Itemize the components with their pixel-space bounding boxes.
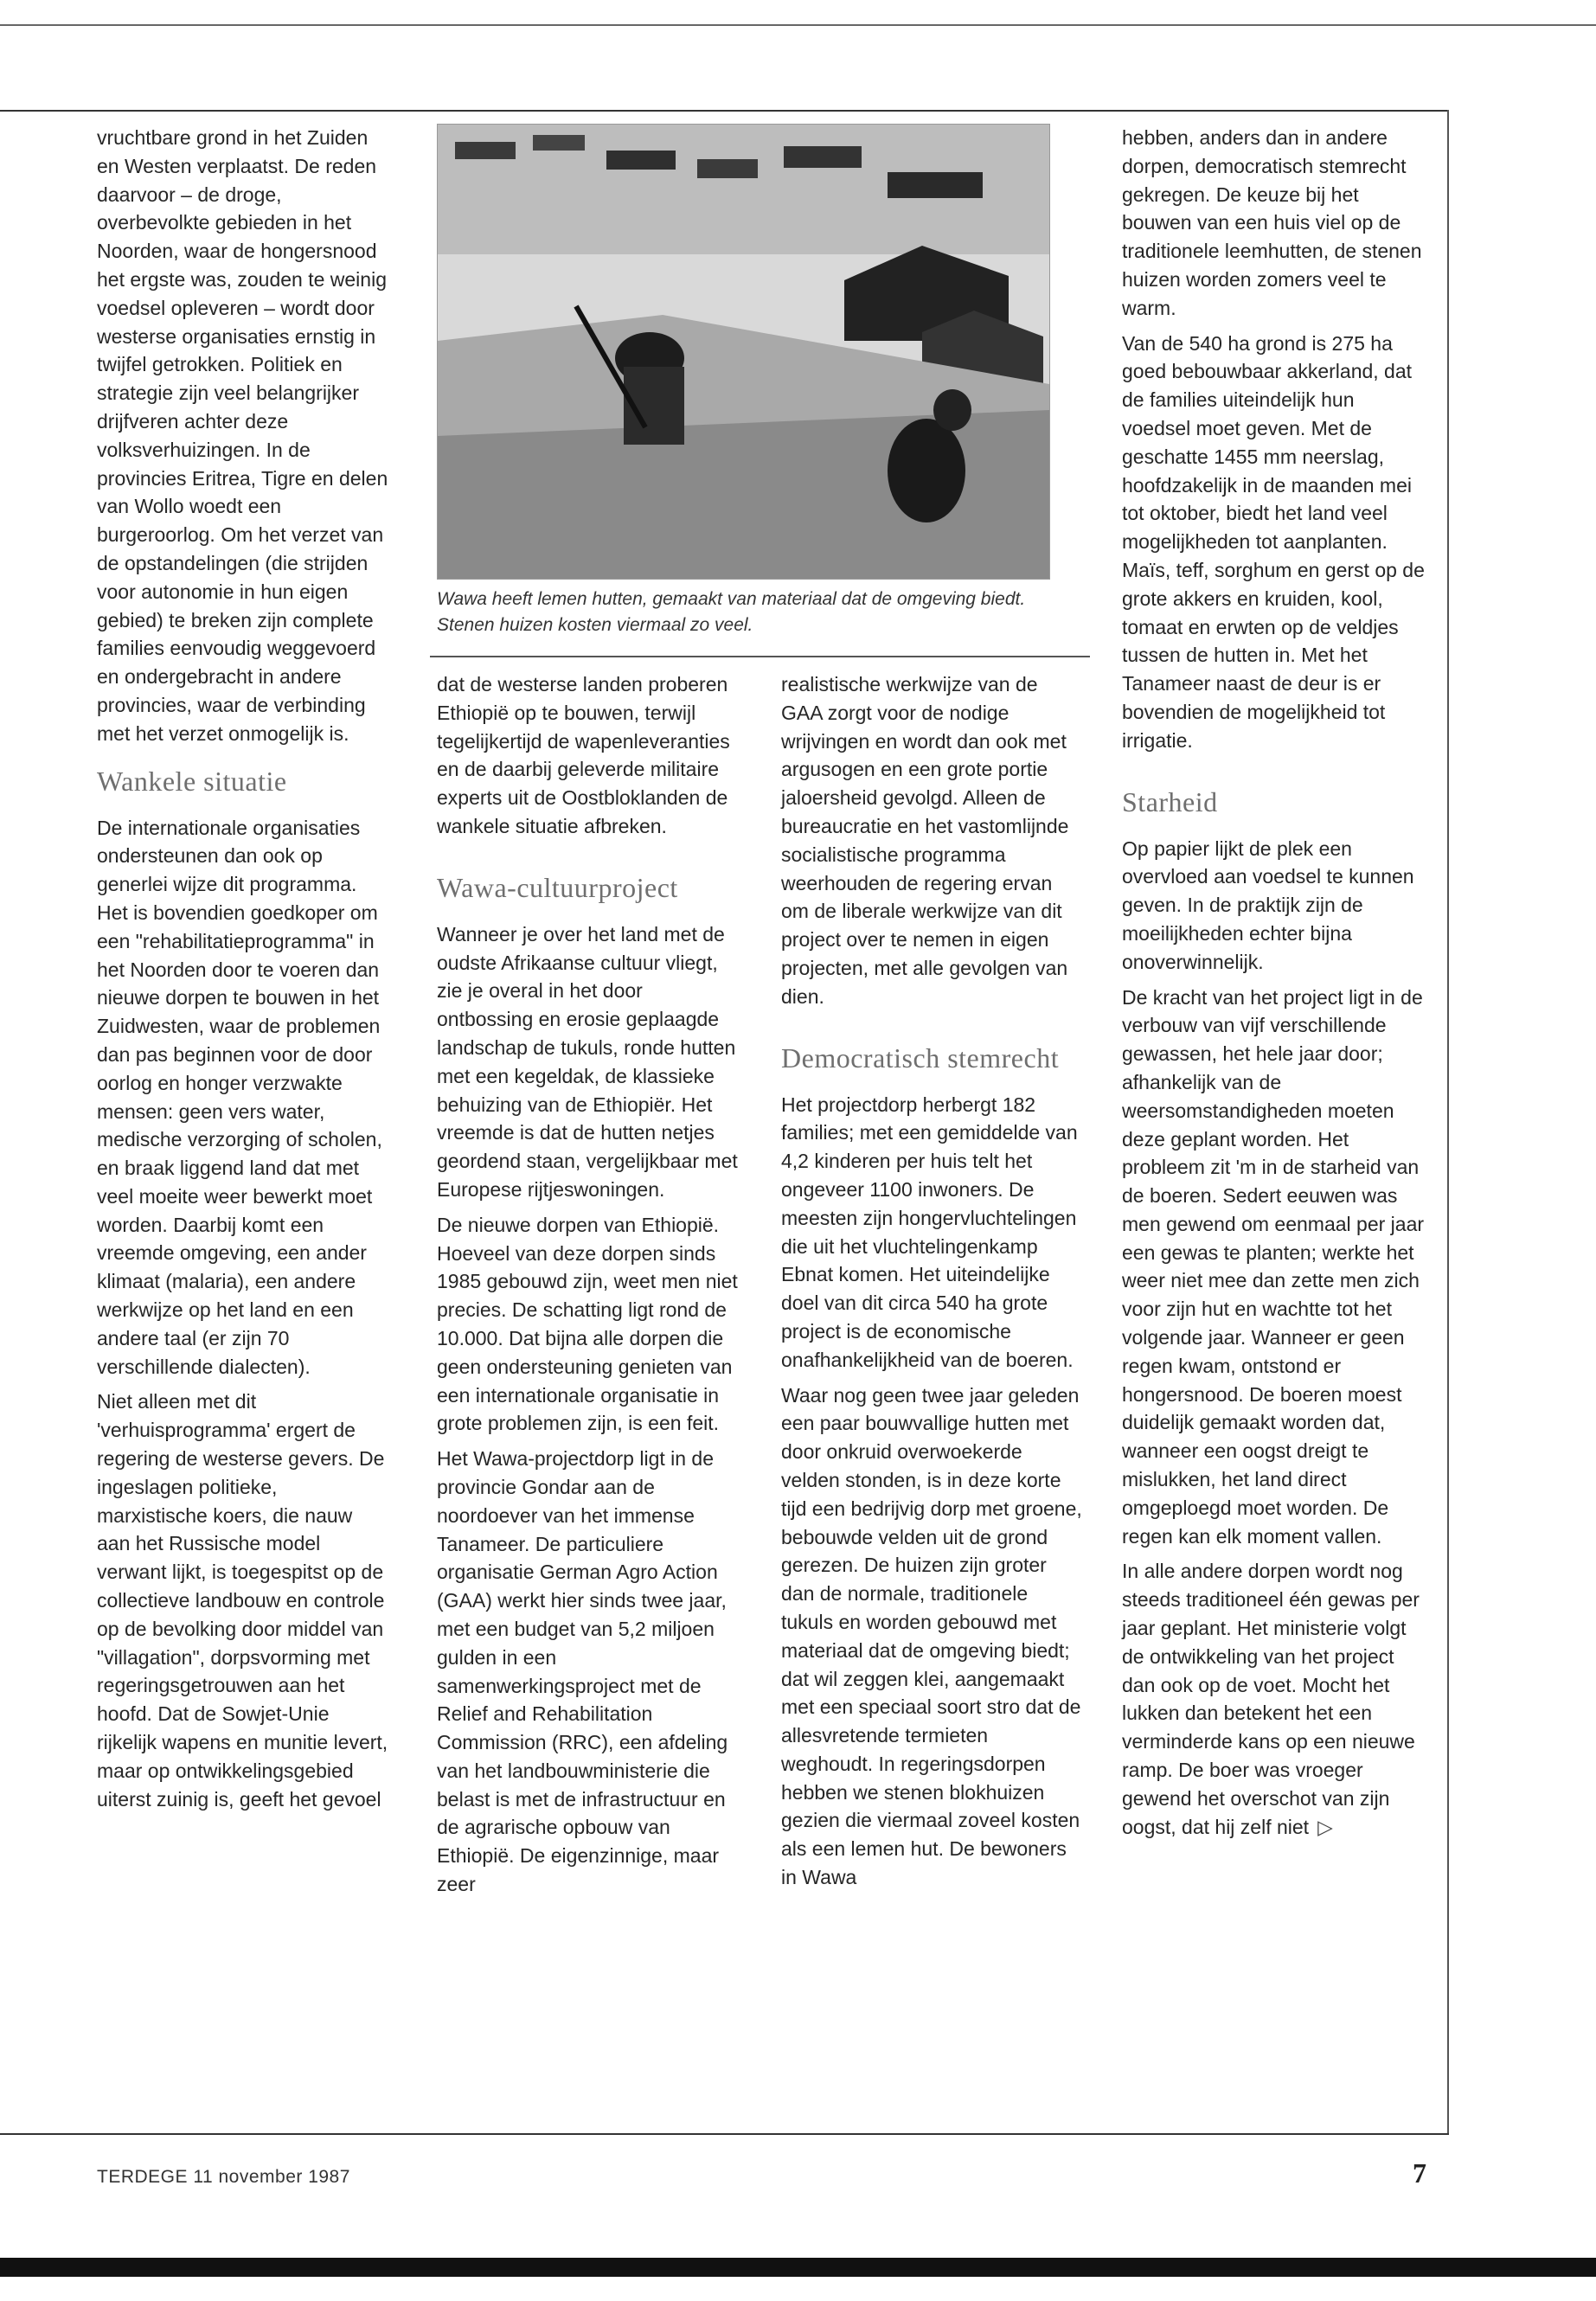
right-vertical-rule xyxy=(1447,110,1449,2134)
section-heading: Starheid xyxy=(1122,785,1218,817)
paragraph: Op papier lijkt de plek een overvloed aan voedsel te kunnen geven. In de praktijk zijn de moeilijkheden echter bijna onoverwinnelijk. xyxy=(1122,836,1414,973)
paragraph: De nieuwe dorpen van Ethiopië. Hoeveel van deze dorpen sinds 1985 gebouwd zijn, weet men niet precies. De schatting ligt rond de 10.000. Dat bijna alle dorpen die geen ondersteuning genieten van een internationale organisatie in grote problemen zijn, is een feit. xyxy=(437,1213,738,1435)
page-number: 7 xyxy=(1413,2157,1426,2189)
footer-rule xyxy=(0,2133,1449,2135)
paragraph: dat de westerse landen proberen Ethiopië op te bouwen, terwijl tegelijkertijd de wapenleveranties en de daarbij geleverde militaire experts uit de Oostbloklanden de wankele situatie afbreken. xyxy=(437,673,730,837)
bottom-black-band xyxy=(0,2258,1596,2277)
magazine-footer: TERDEGE 11 november 1987 xyxy=(97,2167,350,2187)
column-1 xyxy=(97,124,391,1820)
paragraph: realistische werkwijze van de GAA zorgt voor de nodige wrijvingen en wordt dan ook met argusogen en een grote portie jaloersheid gevolgd. Alleen de bureaucratie en het vastomlijnde socialistische programma weerhouden de regering ervan om de liberale werkwijze van dit project over te nemen in eigen projecten, met alle gevolgen van dien. xyxy=(781,673,1069,1008)
paragraph xyxy=(1122,1557,1428,1841)
section-heading: Democratisch stemrecht xyxy=(781,1042,1060,1074)
paragraph: De internationale organisaties ondersteunen dan ook op generlei wijze dit programma. Het is bovendien goedkoper om een "rehabilitatieprogramma" in het Noorden door te voeren dan nieuwe dorpen te bouwen in het Zuidwesten, waar de problemen dan pas beginnen voor de door oorlog en honger verzwakte mensen: geen vers water, medische verzorging of scholen, en braak liggend land dat met veel moeite weer bewerkt moet worden. Daarbij komt een vreemde omgeving, een ander klimaat (malaria), een andere werkwijze op het land en een andere taal (er zijn 70 verschillende dialecten). xyxy=(97,816,382,1378)
header-rule xyxy=(0,110,1449,112)
paragraph-text: In alle andere dorpen wordt nog steeds traditioneel één gewas per jaar geplant. Het ministerie volgt de ontwikkeling van het project dan ook op de voet. Mocht het lukken dan betekent het een verminderde kans op een nieuwe ramp. De boer was vroeger gewend het overschot van zijn oogst, dat hij zelf niet xyxy=(1122,1560,1420,1838)
photo-bottom-rule xyxy=(430,656,1090,657)
paragraph: hebben, anders dan in andere dorpen, democratisch stemrecht gekregen. De keuze bij het bouwen van een huis viel op de traditionele leemhutten, de stenen huizen worden zomers veel te warm. xyxy=(1122,126,1422,319)
photo-caption: Wawa heeft lemen hutten, gemaakt van materiaal dat de omgeving biedt. Stenen huizen kosten viermaal zo veel. xyxy=(437,589,1026,635)
paragraph: Niet alleen met dit 'verhuisprogramma' ergert de regering de westerse gevers. De ingeslagen politieke, marxistische koers, die nauw aan het Russische model verwant lijkt, is toegespitst op de collectieve landbouw en controle op de bevolking door middel van "villagation", dorpsvorming met regeringsgetrouwen aan het hoofd. Dat de Sowjet-Unie rijkelijk wapens en munitie levert, maar op ontwikkelingsgebied uiterst zuinig is, geeft het gevoel xyxy=(97,1390,388,1811)
top-rule xyxy=(0,24,1596,26)
village-photo-illustration xyxy=(438,125,1049,579)
paragraph: De kracht van het project ligt in de verbouw van vijf verschillende gewassen, het hele jaar door; afhankelijk van de weersomstandigheden moeten deze geplant worden. Het probleem zit 'm in de starheid van de boeren. Sedert eeuwen was men gewend om eenmaal per jaar een gewas te planten; werkte het weer niet mee dan zette men zich voor zijn hut en wachtte tot het volgende jaar. Wanneer er geen regen kwam, ontstond er hongersnood. De boeren moest duidelijk gemaakt worden dat, wanneer een oogst dreigt te mislukken, het land direct omgeploegd moet worden. De regen kan elk moment vallen. xyxy=(1122,985,1425,1548)
paragraph: Het Wawa-projectdorp ligt in de provincie Gondar aan de noordoever van het immense Tanameer. De particuliere organisatie German Agro Action (GAA) werkt hier sinds twee jaar, met een budget van 5,2 miljoen gulden in een samenwerkingsproject met de Relief and Rehabilitation Commission (RRC), een afdeling van het landbouwministerie die belast is met de infrastructuur en de agrarische opbouw van Ethiopië. De eigenzinnige, maar zeer xyxy=(437,1447,728,1896)
paragraph: Wanneer je over het land met de oudste Afrikaanse cultuur vliegt, zie je overal in het door ontbossing en erosie geplaagde landschap de tukuls, ronde hutten met een kegeldak, de klassieke behuizing van de Ethiopiër. Het vreemde is dat de hutten netjes geordend staan, vergelijkbaar met Europese rijtjeswoningen. xyxy=(437,922,738,1201)
paragraph: Van de 540 ha grond is 275 ha goed bebouwbaar akkerland, dat de families uiteindelijk hun voedsel moet geven. Met de geschatte 1455 mm neerslag, hoofdzakelijk in de maanden mei tot oktober, biedt het land veel mogelijkheden tot aanplanten. Maïs, teff, sorghum en gerst op de grote akkers en kruiden, kool, tomaat en erwten op de veldjes tussen de hutten in. Met het Tanameer naast de deur is er bovendien de mogelijkheid tot irrigatie. xyxy=(1122,331,1425,752)
continue-arrow-icon: ▷ xyxy=(1317,1815,1333,1838)
column-4 xyxy=(1122,124,1428,1848)
column-3 xyxy=(781,670,1084,1899)
paragraph: Waar nog geen twee jaar geleden een paar bouwvallige hutten met door onkruid overwoekerde velden stonden, is in deze korte tijd een bedrijvig dorp met groene, bebouwde velden uit de grond gerezen. De huizen zijn groter dan de normale, traditionele tukuls en worden gebouwd met materiaal dat de omgeving biedt; dat wil zeggen klei, aangemaakt met een speciaal soort stro dat de allesvretende termieten weghoudt. In regeringsdorpen hebben we stenen blokhuizen gezien die viermaal zoveel kosten als een lemen hut. De bewoners in Wawa xyxy=(781,1383,1082,1889)
paragraph: vruchtbare grond in het Zuiden en Westen verplaatst. De reden daarvoor – de droge, overbevolkte gebieden in het Noorden, waar de hongersnood het ergste was, zouden te weinig voedsel opleveren – wordt door westerse organisaties ernstig in twijfel getrokken. Politiek en strategie zijn veel belangrijker drijfveren achter deze volksverhuizingen. In de provincies Eritrea, Tigre en delen van Wollo woedt een burgeroorlog. Om het verzet van de opstandelingen (die strijden voor autonomie in hun eigen gebied) te breken zijn complete families eenvoudig weggevoerd en ondergebracht in andere provincies, waar de verbinding met het verzet onmogelijk is. xyxy=(97,126,388,745)
section-heading: Wawa-cultuurproject xyxy=(437,871,678,903)
paragraph: Het projectdorp herbergt 182 families; met een gemiddelde van 4,2 kinderen per huis telt het ongeveer 1100 inwoners. De meesten zijn hongervluchtelingen die uit het vluchtelingenkamp Ebnat komen. Het uiteindelijke doel van dit circa 540 ha grote project is de economische onafhankelijkheid van de boeren. xyxy=(781,1093,1078,1371)
village-photo xyxy=(437,124,1050,580)
section-heading: Wankele situatie xyxy=(97,765,287,797)
column-2 xyxy=(437,670,740,1906)
